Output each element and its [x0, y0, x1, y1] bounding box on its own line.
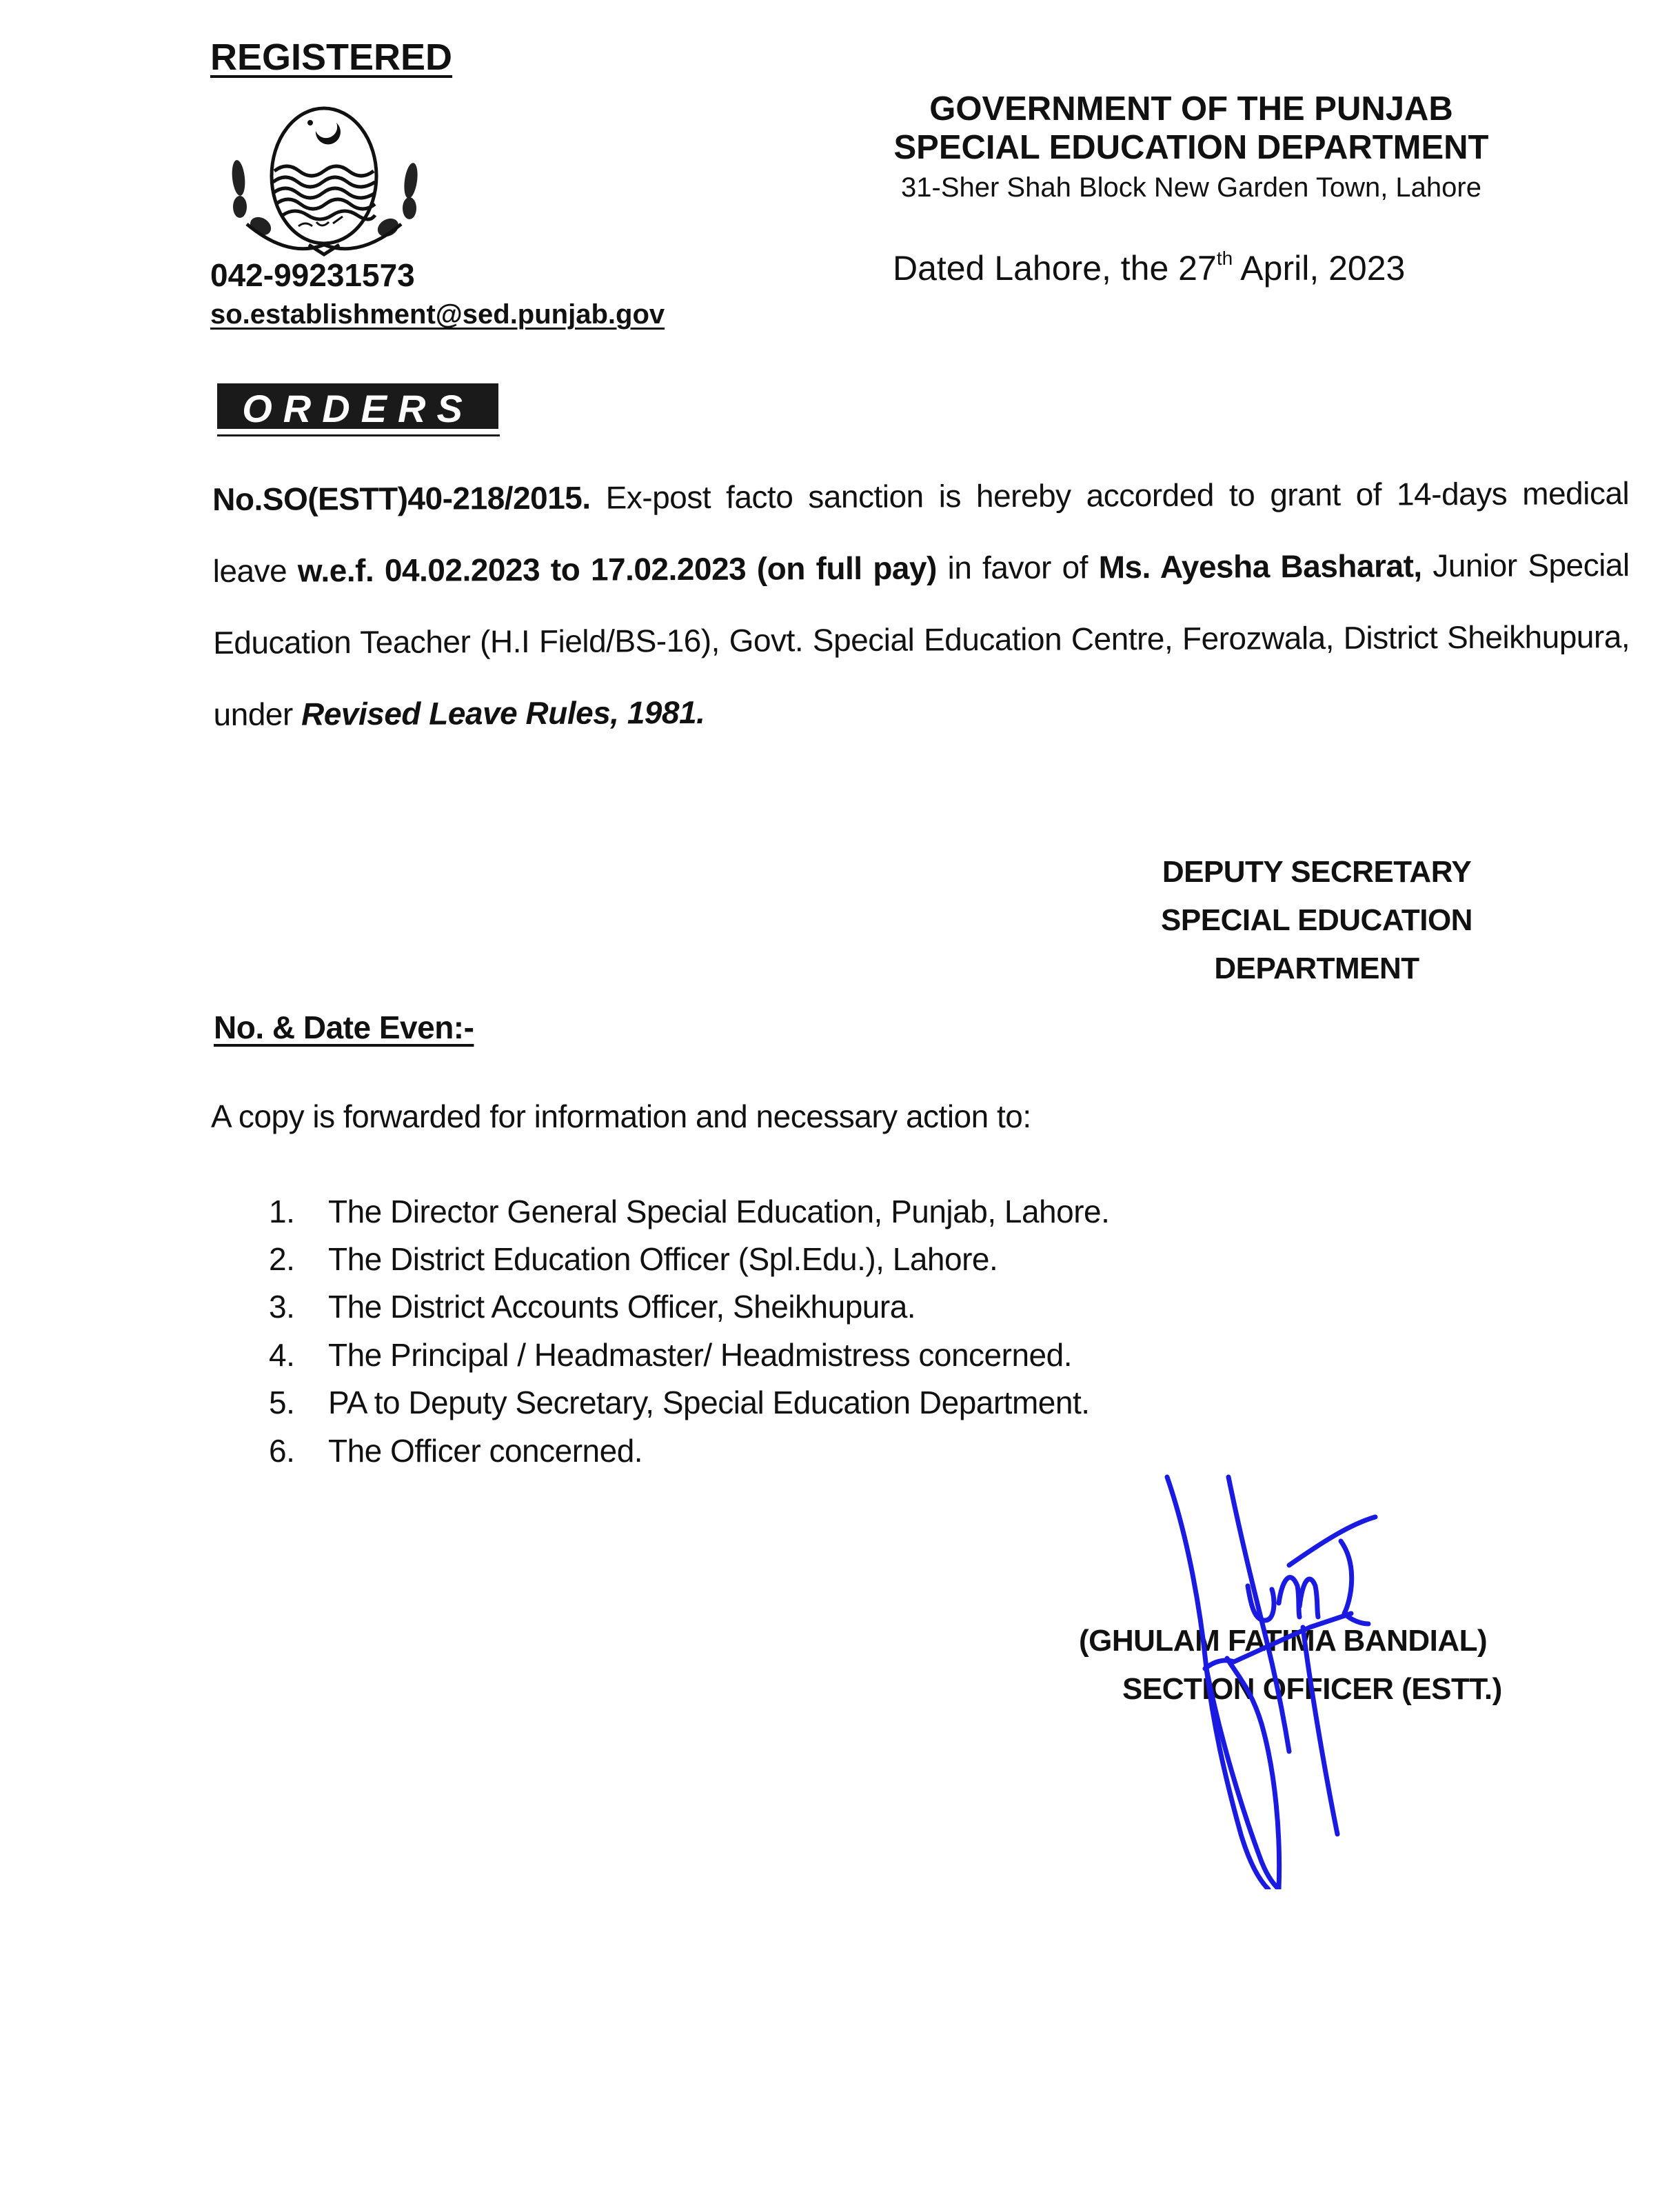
signatory-designation-line: DEPARTMENT: [1214, 952, 1419, 985]
recipient-number: 1.: [269, 1194, 295, 1229]
date-ordinal-suffix: th: [1216, 248, 1233, 269]
employee-name: Ms. Ayesha Basharat,: [1098, 547, 1422, 585]
order-paragraph: [212, 457, 1630, 750]
department-title: SPECIAL EDUCATION DEPARTMENT: [893, 129, 1489, 166]
recipient-number: 3.: [269, 1289, 295, 1325]
recipient-number: 5.: [269, 1385, 295, 1420]
registered-label: REGISTERED: [210, 37, 453, 78]
date-prefix: Dated Lahore, the 27: [893, 249, 1217, 288]
order-text-3: Junior Special Education Teacher (H.I Field/BS-16), Govt. Special Education Centre, Ferozwala, District Sheikhupura, under: [213, 547, 1630, 732]
recipient-number: 6.: [269, 1433, 295, 1469]
department-address: 31-Sher Shah Block New Garden Town, Lahore: [901, 172, 1481, 203]
recipient-text: The Director General Special Education, Punjab, Lahore.: [328, 1194, 1110, 1229]
email-link[interactable]: so.establishment@sed.punjab.gov: [210, 299, 665, 330]
recipient-text: The District Education Officer (Spl.Edu.), Lahore.: [328, 1241, 998, 1277]
dated-line: [893, 248, 1405, 288]
recipient-text: PA to Deputy Secretary, Special Education Department.: [328, 1385, 1090, 1420]
signatory-designation-line: DEPUTY SECRETARY: [1162, 855, 1472, 889]
recipient-text: The Officer concerned.: [328, 1433, 643, 1469]
order-reference-number: No.SO(ESTT)40-218/2015.: [212, 479, 591, 517]
leave-rules-reference: Revised Leave Rules, 1981.: [301, 694, 705, 732]
government-title: GOVERNMENT OF THE PUNJAB: [929, 90, 1453, 128]
signatory-name: (GHULAM FATIMA BANDIAL): [1079, 1624, 1488, 1658]
signatory-designation-line: SPECIAL EDUCATION: [1161, 903, 1472, 937]
leave-period: w.e.f. 04.02.2023 to 17.02.2023 (on full pay): [297, 550, 937, 589]
phone-number: 042-99231573: [210, 257, 415, 293]
recipient-number: 2.: [269, 1241, 295, 1277]
recipient-text: The Principal / Headmaster/ Headmistress concerned.: [328, 1337, 1072, 1373]
orders-heading: ORDERS: [242, 387, 474, 430]
recipient-number: 4.: [269, 1337, 295, 1373]
recipient-text: The District Accounts Officer, Sheikhupura.: [328, 1289, 916, 1325]
handwritten-signature-icon: [1103, 1448, 1461, 1889]
signatory-title: SECTION OFFICER (ESTT.): [1122, 1672, 1502, 1706]
copy-forward-intro: A copy is forwarded for information and necessary action to:: [211, 1098, 1031, 1134]
order-text-1: Ex-post facto sanction is hereby accorded to grant of 14-days medical leave: [212, 475, 1630, 589]
no-date-even-heading: No. & Date Even:-: [214, 1009, 474, 1045]
date-rest: April, 2023: [1233, 249, 1406, 288]
punjab-emblem-icon: [219, 103, 429, 259]
order-text-2: in favor of: [936, 549, 1099, 586]
orders-heading-box: [217, 383, 498, 429]
orders-underline: [217, 434, 500, 436]
